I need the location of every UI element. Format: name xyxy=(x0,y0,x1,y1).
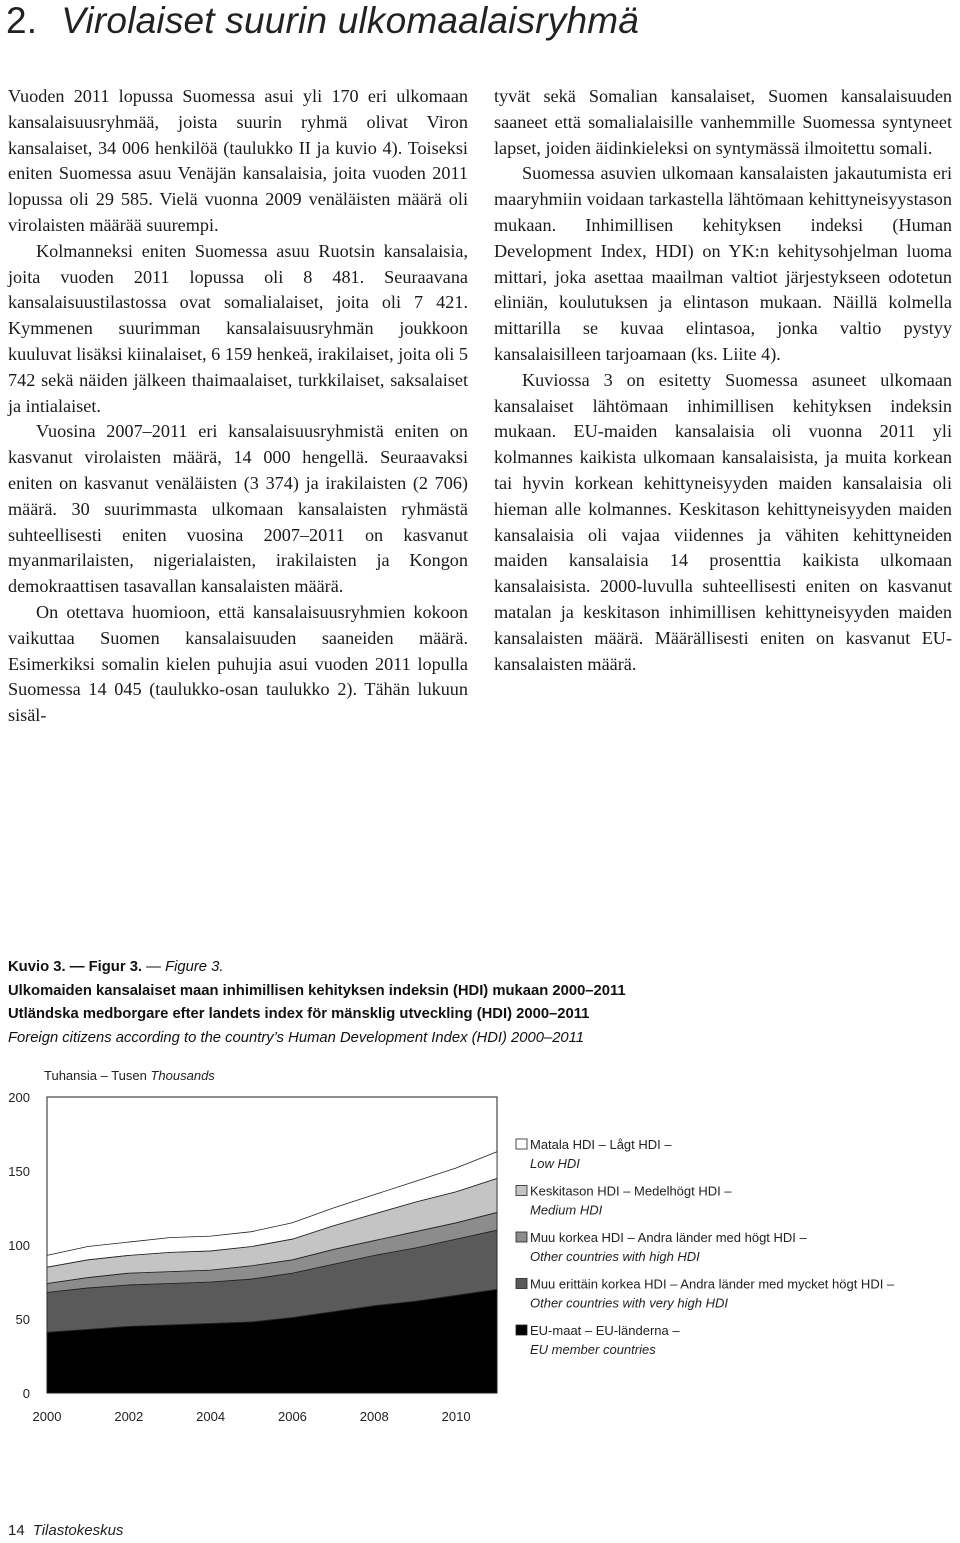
unit-label: Tuhansia – Tusen Thousands xyxy=(44,1068,215,1083)
section-number: 2. xyxy=(6,0,38,41)
x-tick-label: 2000 xyxy=(32,1409,62,1424)
hdi-area-chart xyxy=(0,1060,960,1440)
figure-caption xyxy=(8,956,948,1050)
paragraph: On otettava huomioon, että kansalaisuusryhmien kokoon vaikuttaa Suomen kansalaisuuden saaneiden määrä. Esimerkiksi somalin kielen puhujia asui vuoden 2011 lopulla Suomessa 14 045 (taulukko-osan taulukko 2). Tähän lukuun sisäl- xyxy=(8,601,468,726)
legend-label: Keskitason HDI – Medelhögt HDI – xyxy=(530,1183,732,1199)
legend-swatch xyxy=(516,1279,527,1289)
page-number: 14 xyxy=(8,1522,25,1539)
page-footer xyxy=(8,1522,123,1539)
legend-label-en: EU member countries xyxy=(530,1342,656,1357)
y-tick-label: 0 xyxy=(22,1386,30,1401)
y-tick-label: 200 xyxy=(8,1090,30,1105)
legend-label: Muu korkea HDI – Andra länder med högt HDI – xyxy=(530,1230,807,1245)
paragraph: Vuoden 2011 lopussa Suomessa asui yli 170 eri ulkomaan kansalaisuusryhmää, joista suurin ryhmä olivat Viron kansalaiset, 34 006 henkilöä (taulukko II ja kuvio 4). Toiseksi eniten Suomessa asuu Venäjän kansalaisia, joita vuoden 2011 lopussa oli 29 585. Vielä vuonna 2009 venäläisten määrä oli virolaisten määrää suurempi. xyxy=(8,86,468,235)
y-tick-label: 100 xyxy=(8,1238,30,1253)
x-tick-label: 2006 xyxy=(277,1409,307,1424)
figure-label: Kuvio 3. — Figur 3. — Figure 3. xyxy=(8,959,224,975)
legend-swatch xyxy=(516,1186,527,1196)
section-title: Virolaiset suurin ulkomaalaisryhmä xyxy=(61,0,640,41)
legend-label: EU-maat – EU-länderna – xyxy=(530,1323,680,1338)
figure-title-en: Foreign citizens according to the country’s Human Development Index (HDI) 2000–2011 xyxy=(8,1029,585,1046)
x-tick-label: 2008 xyxy=(359,1409,389,1424)
legend-label-en: Other countries with very high HDI xyxy=(530,1295,728,1311)
section-heading xyxy=(6,0,639,42)
x-tick-label: 2004 xyxy=(196,1409,226,1424)
legend-swatch xyxy=(516,1232,527,1242)
x-tick-label: 2010 xyxy=(441,1409,471,1424)
paragraph: Kuviossa 3 on esitetty Suomessa asuneet ulkomaan kansalaiset lähtömaan inhimillisen kehityksen indeksin mukaan. EU-maiden kansalaisia oli vuonna 2011 yli kolmannes kaikista ulkomaan kansalaisista, ja muita korkean tai hyvin korkean kehittyneisyyden maiden kansalaisia oli hieman alle kolmannes. Keskitason kehittyneisyyden maiden kansalaisia oli vajaa viidennes ja vähiten kehittyneiden maiden kansalaisia 14 prosenttia kaikista ulkomaan kansalaisista. 2000-luvulla suhteellisesti eniten on kasvanut matalan ja keskitason inhimillisen kehittyneisyyden maiden kansalaisten määrä. Määrällisesti eniten on kasvanut EU-kansalaisten määrä. xyxy=(494,369,952,674)
legend-label-en: Medium HDI xyxy=(530,1202,603,1218)
x-tick-label: 2002 xyxy=(114,1409,144,1424)
paragraph: Vuosina 2007–2011 eri kansalaisuusryhmistä eniten on kasvanut virolaisten määrä, 14 000 hengellä. Seuraavaksi eniten on kasvanut venäläisten (3 374) ja irakilaisten (2 706) määrä. 30 suurimmasta ulkomaan kansalaisten ryhmästä suhteellisesti eniten vuosina 2007–2011 on kasvanut myanmarilaisten, nigerialaisten, irakilaisten ja Kongon demokraattisen tasavallan kansalaisten määrä. xyxy=(8,421,468,597)
figure-title-fi: Ulkomaiden kansalaiset maan inhimillisen kehityksen indeksin (HDI) mukaan 2000–2011 xyxy=(8,982,626,999)
legend-label-en: Other countries with high HDI xyxy=(530,1249,700,1264)
paragraph: Kolmanneksi eniten Suomessa asuu Ruotsin kansalaisia, joita vuoden 2011 lopussa oli 8 481. Seuraavana kansalaisuustilastossa ovat somalialaiset, joita oli 7 421. Kymmenen suurimman kansalaisuusryhmän joukkoon kuuluvat lisäksi kiinalaiset, 6 159 henkeä, irakilaiset, joita oli 5 742 sekä näiden jälkeen thaimaalaiset, turkkilaiset, saksalaiset ja intialaiset. xyxy=(8,240,468,416)
body-column-right xyxy=(494,84,952,677)
figure-title-sv: Utländska medborgare efter landets index för mänsklig utveckling (HDI) 2000–2011 xyxy=(8,1006,590,1022)
legend-label: Muu erittäin korkea HDI – Andra länder med mycket högt HDI – xyxy=(530,1276,895,1292)
legend-label: Matala HDI – Lågt HDI – xyxy=(530,1137,672,1152)
body-column-left xyxy=(8,84,468,729)
publisher-name: Tilastokeskus xyxy=(32,1522,124,1539)
paragraph: Suomessa asuvien ulkomaan kansalaisten jakautumista eri maaryhmiin voidaan tarkastella lähtömaan kehittyneisyystason mukaan. Inhimillisen kehityksen indeksi (Human Development Index, HDI) on YK:n kehitysohjelman luoma mittari, joka asettaa maailman valtiot järjestykseen odotetun eliniän, koulutuksen ja elintason mukaan. Näillä kolmella mittarilla se kuvaa elintasoa, jonka valtio pystyy kansalaisilleen tarjoamaan (ks. Liite 4). xyxy=(494,163,952,364)
paragraph: tyvät sekä Somalian kansalaiset, Suomen kansalaisuuden saaneet että somalialaisille vanhemmille Suomessa syntyneet lapset, joiden äidinkieleksi on syntymässä ilmoitettu somali. xyxy=(494,86,952,158)
legend-swatch xyxy=(516,1325,527,1335)
y-tick-label: 150 xyxy=(8,1164,30,1179)
y-tick-label: 50 xyxy=(15,1312,30,1327)
legend-label-en: Low HDI xyxy=(530,1156,580,1171)
legend-swatch xyxy=(516,1139,527,1149)
